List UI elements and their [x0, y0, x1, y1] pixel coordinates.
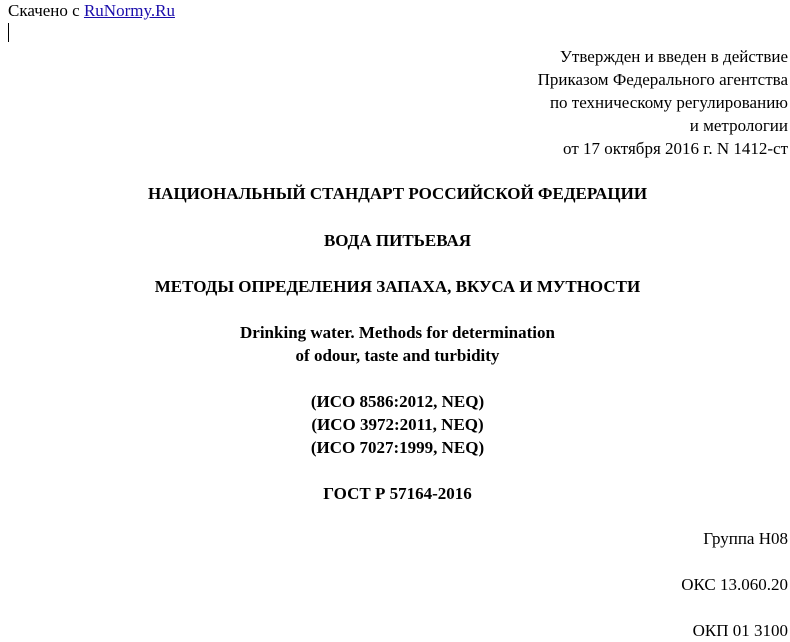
methods-title: МЕТОДЫ ОПРЕДЕЛЕНИЯ ЗАПАХА, ВКУСА И МУТНОСТИ — [154, 277, 641, 296]
approval-block — [538, 45, 788, 160]
source-link[interactable]: RuNormy.Ru — [83, 1, 175, 20]
standard-heading: НАЦИОНАЛЬНЫЙ СТАНДАРТ РОССИЙСКОЙ ФЕДЕРАЦИИ — [147, 184, 648, 203]
iso-reference: (ИСО 7027:1999, NEQ) — [310, 438, 485, 457]
text-cursor — [8, 23, 9, 42]
approval-line: Приказом Федерального агентства — [537, 70, 788, 89]
approval-line: от 17 октября 2016 г. N 1412-ст — [563, 139, 788, 158]
iso-references — [0, 390, 790, 459]
source-line — [8, 1, 175, 21]
iso-reference: (ИСО 3972:2011, NEQ) — [311, 415, 484, 434]
approval-line: по техническому регулированию — [549, 93, 788, 112]
gost-number: ГОСТ Р 57164-2016 — [323, 484, 472, 503]
iso-reference: (ИСО 8586:2012, NEQ) — [310, 392, 485, 411]
english-title-line: of odour, taste and turbidity — [295, 346, 500, 365]
okp-code: ОКП 01 3100 — [692, 621, 788, 640]
english-title-line: Drinking water. Methods for determination — [240, 323, 555, 342]
approval-line: и метрологии — [689, 116, 788, 135]
approval-line: Утвержден и введен в действие — [559, 47, 788, 66]
oks-code: ОКС 13.060.20 — [681, 575, 788, 594]
source-prefix: Скачено с — [8, 1, 84, 20]
subject-title: ВОДА ПИТЬЕВАЯ — [323, 231, 472, 250]
group-code: Группа H08 — [703, 529, 788, 548]
english-title — [0, 321, 790, 367]
